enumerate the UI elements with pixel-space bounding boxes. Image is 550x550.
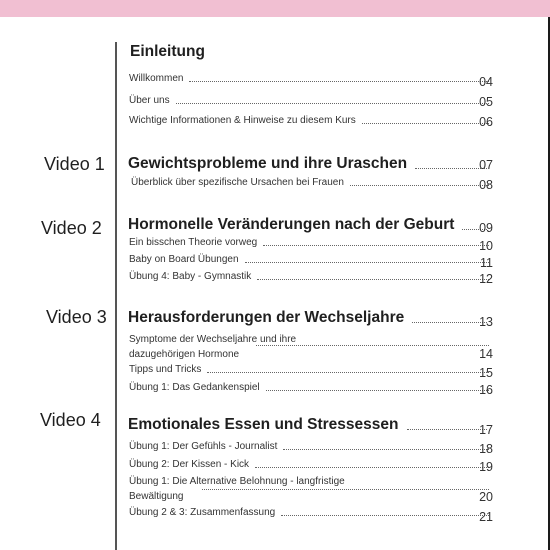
- toc-entry[interactable]: [129, 73, 493, 84]
- toc-entry[interactable]: [129, 254, 493, 265]
- page-number: 19: [479, 460, 493, 474]
- toc-entry[interactable]: [129, 507, 493, 518]
- toc-entry[interactable]: [129, 237, 493, 248]
- page-number: 09: [479, 221, 493, 235]
- page-number: 06: [479, 115, 493, 129]
- leader-dots: [256, 345, 489, 346]
- chapter-title: Herausforderungen der Wechseljahre: [128, 309, 405, 326]
- chapter-title: Emotionales Essen und Stressessen: [128, 416, 399, 433]
- page-number: 11: [480, 256, 493, 270]
- video-label-1: Video 1: [44, 154, 105, 174]
- toc-entry[interactable]: [129, 459, 493, 470]
- divider-line: [115, 42, 117, 550]
- toc-entry-label: Baby on Board Übungen: [129, 254, 239, 265]
- page-number: 13: [479, 315, 493, 329]
- toc-entry[interactable]: [129, 441, 493, 452]
- toc-entry[interactable]: [129, 115, 493, 126]
- page-number: 21: [479, 510, 493, 524]
- page-number: 16: [479, 383, 493, 397]
- toc-entry-label: Symptome der Wechseljahre und ihre dazugehörigen Hormone: [129, 334, 297, 360]
- toc-entry-label: Übung 2: Der Kissen - Kick: [129, 459, 250, 470]
- chapter-heading[interactable]: [128, 309, 493, 327]
- page-number: 08: [479, 178, 493, 192]
- toc-entry[interactable]: [129, 364, 493, 375]
- page-number: 17: [479, 423, 493, 437]
- video-label-4: Video 4: [40, 410, 101, 430]
- video-label-2: Video 2: [41, 218, 102, 238]
- toc-entry-label: Übung 1: Der Gefühls - Journalist: [129, 441, 278, 452]
- page-number: 05: [479, 95, 493, 109]
- page-number: 15: [479, 366, 493, 380]
- leader-dots: [202, 489, 489, 490]
- leader-dots: [176, 103, 489, 104]
- chapter-title: Hormonelle Veränderungen nach der Geburt: [128, 216, 455, 233]
- page-number: 14: [479, 347, 493, 361]
- toc-entry-label: Übung 2 & 3: Zusammenfassung: [129, 507, 276, 518]
- video-label-3: Video 3: [46, 307, 107, 327]
- leader-dots: [207, 372, 489, 373]
- toc-entry-label: Übung 4: Baby - Gymnastik: [129, 271, 252, 282]
- chapter-heading[interactable]: [128, 155, 493, 173]
- page-number: 07: [479, 158, 493, 172]
- toc-entry[interactable]: [131, 177, 493, 188]
- toc-entry-label: Tipps und Tricks: [129, 364, 202, 375]
- toc-entry-label: Willkommen: [129, 73, 184, 84]
- leader-row: [196, 489, 493, 492]
- chapter-title: Gewichtsprobleme und ihre Uraschen: [128, 155, 408, 172]
- toc-entry-label: Wichtige Informationen & Hinweise zu diesem Kurs: [129, 115, 356, 126]
- page-number: 10: [479, 239, 493, 253]
- toc-entry[interactable]: [129, 382, 493, 393]
- page-number: 18: [479, 442, 493, 456]
- toc-entry[interactable]: [129, 271, 493, 282]
- page-number: 04: [479, 75, 493, 89]
- toc-entry-label: Über uns: [129, 95, 170, 106]
- toc-entry-label: Übung 1: Das Gedankenspiel: [129, 382, 260, 393]
- page-number: 20: [479, 490, 493, 504]
- top-banner: [0, 0, 550, 17]
- page-number: 12: [479, 272, 493, 286]
- section-title-einleitung: Einleitung: [130, 43, 205, 60]
- toc-entry-label: Überblick über spezifische Ursachen bei Frauen: [131, 177, 344, 188]
- leader-dots: [189, 81, 489, 82]
- toc-entry-label: Übung 1: Die Alternative Belohnung - langfristige Bewältigung: [129, 476, 345, 502]
- toc-entry[interactable]: [129, 95, 493, 106]
- chapter-heading[interactable]: [128, 416, 493, 434]
- toc-entry-label: Ein bisschen Theorie vorweg: [129, 237, 258, 248]
- chapter-heading[interactable]: [128, 216, 493, 234]
